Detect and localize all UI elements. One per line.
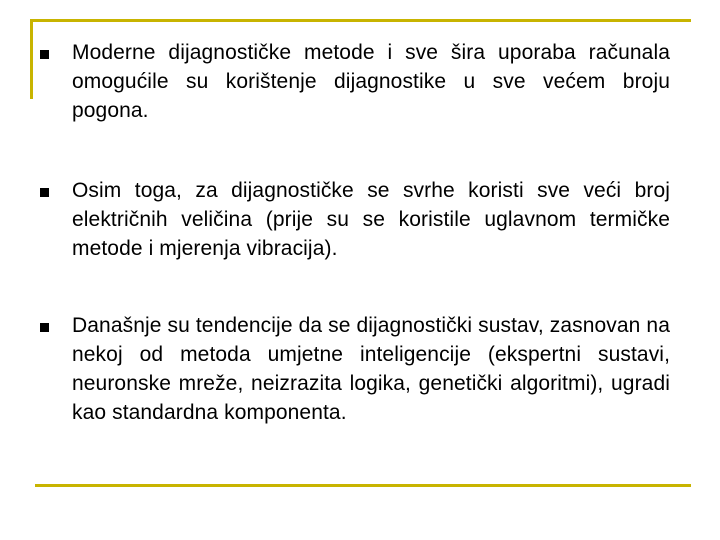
- bullet-text: Osim toga, za dijagnostičke se svrhe koristi sve veći broj električnih veličina (prije su se koristile uglavnom termičke metode i mjerenja vibracija).: [72, 179, 670, 260]
- square-bullet-icon: [40, 188, 49, 197]
- bullet-text: Moderne dijagnostičke metode i sve šira uporaba računala omogućile su korištenje dijagnostike u sve većem broju pogona.: [72, 41, 670, 122]
- square-bullet-icon: [40, 323, 49, 332]
- bullet-text: Današnje su tendencije da se dijagnostički sustav, zasnovan na nekoj od metoda umjetne inteligencije (ekspertni sustavi, neuronske mreže, neizrazita logika, genetički algoritmi), ugradi kao standardna komponenta.: [72, 314, 670, 424]
- square-bullet-icon: [40, 50, 49, 59]
